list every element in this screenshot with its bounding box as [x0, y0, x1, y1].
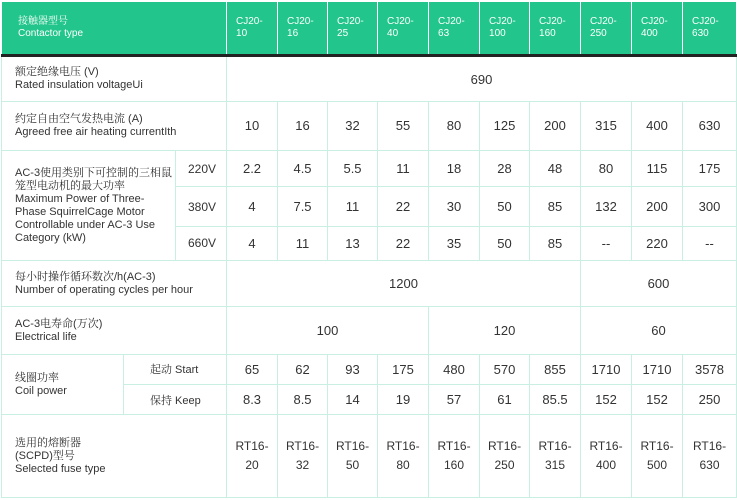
- row-label-en: Selected fuse type: [15, 462, 106, 475]
- model-cell: [632, 2, 683, 56]
- value-cell: 1710: [581, 354, 632, 384]
- fuse-cell: [227, 415, 278, 498]
- value-cell: 5.5: [328, 151, 378, 187]
- value-cell: 300: [683, 187, 737, 226]
- value-cell: 28: [480, 151, 530, 187]
- row-label: [2, 151, 176, 261]
- value-cell: 60: [581, 307, 737, 354]
- value-cell: 11: [378, 151, 429, 187]
- fuse-cell: [581, 415, 632, 498]
- fuse-cell: [278, 415, 328, 498]
- value-cell: 80: [581, 151, 632, 187]
- value-cell: 32: [328, 101, 378, 150]
- row-label-cn2: (SCPD)型号: [15, 449, 75, 462]
- fuse-label: RT16- 400: [589, 439, 623, 473]
- value-cell: 200: [530, 101, 581, 150]
- row-label-en: Maximum Power of Three-Phase SquirrelCage Motor Controllable under AC-3 Use Category (kW): [15, 192, 156, 244]
- model-cell: [378, 2, 429, 56]
- value-cell: 400: [632, 101, 683, 150]
- value-cell: 35: [429, 226, 480, 260]
- value-cell: 55: [378, 101, 429, 150]
- model-cell: [429, 2, 480, 56]
- fuse-label: RT16- 50: [335, 439, 370, 473]
- row-life: [2, 307, 737, 354]
- value-cell: 8.3: [227, 385, 278, 415]
- row-label: [2, 354, 124, 414]
- value-cell: 50: [480, 187, 530, 226]
- value-cell: 11: [328, 187, 378, 226]
- value-cell: 175: [378, 354, 429, 384]
- coil-mode-label: 起动 Start: [124, 354, 227, 384]
- row-coil-start: [2, 354, 737, 384]
- value-cell: 570: [480, 354, 530, 384]
- value-cell: 65: [227, 354, 278, 384]
- value-cell: 85: [530, 226, 581, 260]
- voltage-label: 380V: [176, 187, 227, 226]
- row-label-cn: AC-3电寿命(万次): [15, 317, 103, 330]
- value-cell: 61: [480, 385, 530, 415]
- value-cell: --: [581, 226, 632, 260]
- value-cell: 8.5: [278, 385, 328, 415]
- value-cell: 152: [581, 385, 632, 415]
- value-cell: 22: [378, 226, 429, 260]
- fuse-cell: [429, 415, 480, 498]
- fuse-label: RT16- 500: [640, 439, 674, 473]
- value-cell: 315: [581, 101, 632, 150]
- value-cell: 250: [683, 385, 737, 415]
- row-label-cn: AC-3使用类别下可控制的三相鼠笼型电动机的最大功率: [15, 166, 173, 192]
- value-cell: 13: [328, 226, 378, 260]
- model-cell: [278, 2, 328, 56]
- value-cell: 14: [328, 385, 378, 415]
- model-label: CJ20- 25: [337, 16, 364, 40]
- value-cell: 11: [278, 226, 328, 260]
- value-cell: 600: [581, 261, 737, 307]
- value-cell: 2.2: [227, 151, 278, 187]
- value-cell: 855: [530, 354, 581, 384]
- fuse-cell: [328, 415, 378, 498]
- value-cell: 16: [278, 101, 328, 150]
- model-label: CJ20- 160: [539, 16, 566, 40]
- model-cell: [530, 2, 581, 56]
- model-label: CJ20- 630: [692, 16, 719, 40]
- fuse-label: RT16- 250: [487, 439, 522, 473]
- header-label-en: Contactor type: [18, 28, 84, 40]
- header-label: [2, 2, 227, 56]
- spec-table: [1, 1, 737, 498]
- row-label-en: Electrical life: [15, 330, 77, 343]
- header-label-cn: 接触器型号: [18, 16, 68, 28]
- model-cell: [683, 2, 737, 56]
- value-cell: 200: [632, 187, 683, 226]
- value-cell: 1200: [227, 261, 581, 307]
- value-cell: 480: [429, 354, 480, 384]
- value-cell: 7.5: [278, 187, 328, 226]
- value-cell: 19: [378, 385, 429, 415]
- fuse-cell: [530, 415, 581, 498]
- model-cell: [227, 2, 278, 56]
- row-label: [2, 56, 227, 101]
- model-label: CJ20- 10: [236, 16, 263, 40]
- row-fuse: [2, 415, 737, 498]
- row-label: [2, 101, 227, 150]
- value-cell: 100: [227, 307, 429, 354]
- voltage-label: 660V: [176, 226, 227, 260]
- value-cell: 115: [632, 151, 683, 187]
- value-cell: 4.5: [278, 151, 328, 187]
- row-label-en: Agreed free air heating currentIth: [15, 125, 177, 138]
- value-cell: 22: [378, 187, 429, 226]
- value-cell: --: [683, 226, 737, 260]
- value-cell: 630: [683, 101, 737, 150]
- model-cell: [328, 2, 378, 56]
- value-cell: 48: [530, 151, 581, 187]
- fuse-cell: [683, 415, 737, 498]
- row-insulation: [2, 56, 737, 101]
- row-power-220: [2, 151, 737, 187]
- value-cell: 62: [278, 354, 328, 384]
- header-row: [2, 2, 737, 56]
- fuse-label: RT16- 160: [437, 439, 471, 473]
- coil-mode-label: 保持 Keep: [124, 385, 227, 415]
- value-cell: 18: [429, 151, 480, 187]
- value-cell: 1710: [632, 354, 683, 384]
- fuse-label: RT16- 315: [538, 439, 572, 473]
- fuse-label: RT16- 20: [235, 439, 269, 473]
- fuse-cell: [632, 415, 683, 498]
- value-cell: 125: [480, 101, 530, 150]
- row-label-en: Coil power: [15, 384, 67, 397]
- value-cell: 93: [328, 354, 378, 384]
- value-cell: 175: [683, 151, 737, 187]
- value-cell: 57: [429, 385, 480, 415]
- model-label: CJ20- 16: [287, 16, 314, 40]
- value-cell: 220: [632, 226, 683, 260]
- fuse-cell: [480, 415, 530, 498]
- row-label-en: Rated insulation voltageUi: [15, 79, 143, 92]
- value-cell: 152: [632, 385, 683, 415]
- fuse-cell: [378, 415, 429, 498]
- row-label-cn: 每小时操作循环数次/h(AC-3): [15, 270, 156, 283]
- value-cell: 30: [429, 187, 480, 226]
- model-label: CJ20- 400: [641, 16, 668, 40]
- row-label-cn: 线圈功率: [15, 371, 59, 384]
- model-cell: [581, 2, 632, 56]
- row-label-cn: 选用的熔断器: [15, 436, 81, 449]
- model-label: CJ20- 250: [590, 16, 617, 40]
- fuse-label: RT16- 32: [285, 439, 320, 473]
- value-cell: 10: [227, 101, 278, 150]
- row-label-en: Number of operating cycles per hour: [15, 283, 193, 296]
- model-label: CJ20- 100: [489, 16, 516, 40]
- row-label-cn: 额定绝缘电压 (V): [15, 66, 99, 79]
- model-cell: [480, 2, 530, 56]
- value-cell: 132: [581, 187, 632, 226]
- fuse-label: RT16- 80: [386, 439, 420, 473]
- value-cell: 690: [227, 56, 737, 101]
- value-cell: 4: [227, 187, 278, 226]
- row-label: [2, 307, 227, 354]
- value-cell: 3578: [683, 354, 737, 384]
- value-cell: 120: [429, 307, 581, 354]
- row-heating: [2, 101, 737, 150]
- fuse-label: RT16- 630: [692, 439, 727, 473]
- value-cell: 85: [530, 187, 581, 226]
- row-cycles: [2, 261, 737, 307]
- model-label: CJ20- 40: [387, 16, 414, 40]
- row-label: [2, 261, 227, 307]
- row-label: [2, 415, 227, 498]
- value-cell: 50: [480, 226, 530, 260]
- value-cell: 4: [227, 226, 278, 260]
- value-cell: 80: [429, 101, 480, 150]
- voltage-label: 220V: [176, 151, 227, 187]
- model-label: CJ20- 63: [438, 16, 465, 40]
- row-label-cn: 约定自由空气发热电流 (A): [15, 112, 143, 125]
- value-cell: 85.5: [530, 385, 581, 415]
